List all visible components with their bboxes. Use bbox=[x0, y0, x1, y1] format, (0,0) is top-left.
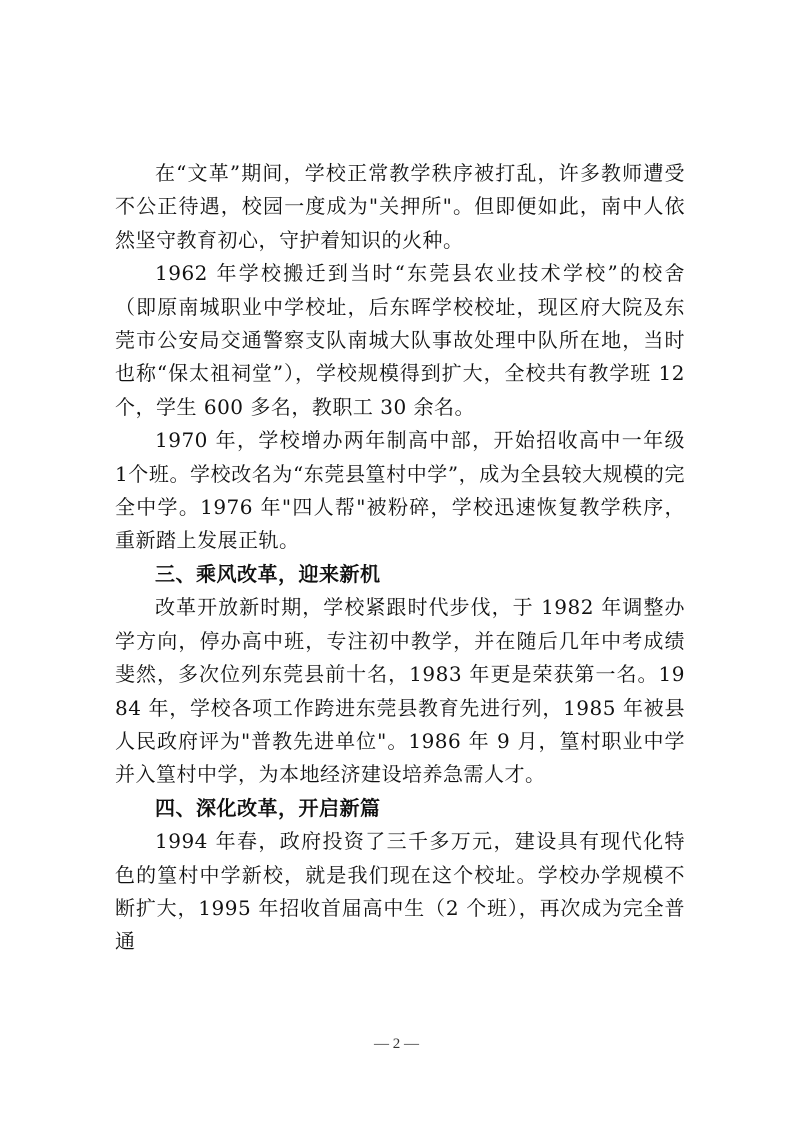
section-heading-reform: 三、乘风改革，迎来新机 bbox=[155, 561, 381, 586]
paragraph-1962-relocation: 1962 年学校搬迁到当时“东莞县农业技术学校”的校舍（即原南城职业中学校址，后东晖学校校址，现区府大院及东莞市公安局交通警察支队南城大队事故处理中队所在地，当时也称“保太祖祠堂”），学校规模得到扩大，全校共有教学班 12 个，学生 600 多名，教职工 30 余名。 bbox=[115, 261, 685, 419]
page-number: — 2 — bbox=[374, 1036, 419, 1052]
paragraph-reform-era: 改革开放新时期，学校紧跟时代步伐，于 1982 年调整办学方向，停办高中班，专注初中教学，并在随后几年中考成绩斐然，多次位列东莞县前十名，1983 年更是荣获第一名。1984 年，学校各项工作跨进东莞县教育先进行列，1985 年被县人民政府评为"普教先进单位"。1986 年 9 月，篁村职业中学并入篁村中学，为本地经济建设培养急需人才。 bbox=[115, 595, 685, 787]
document-body bbox=[115, 157, 685, 959]
paragraph-1994-new-campus: 1994 年春，政府投资了三千多万元，建设具有现代化特色的篁村中学新校，就是我们现在这个校址。学校办学规模不断扩大，1995 年招收首届高中生（2 个班），再次成为完全普通 bbox=[115, 829, 685, 954]
paragraph-cultural-revolution: 在“文革”期间，学校正常教学秩序被打乱，许多教师遭受不公正待遇，校园一度成为"关押所"。但即便如此，南中人依然坚守教育初心，守护着知识的火种。 bbox=[115, 161, 685, 252]
paragraph-1970-expansion: 1970 年，学校增办两年制高中部，开始招收高中一年级 1个班。学校改名为“东莞县篁村中学”，成为全县较大规模的完全中学。1976 年"四人帮"被粉碎，学校迅速恢复教学秩序，重新踏上发展正轨。 bbox=[115, 428, 685, 553]
section-heading-deepen-reform: 四、深化改革，开启新篇 bbox=[155, 795, 381, 820]
